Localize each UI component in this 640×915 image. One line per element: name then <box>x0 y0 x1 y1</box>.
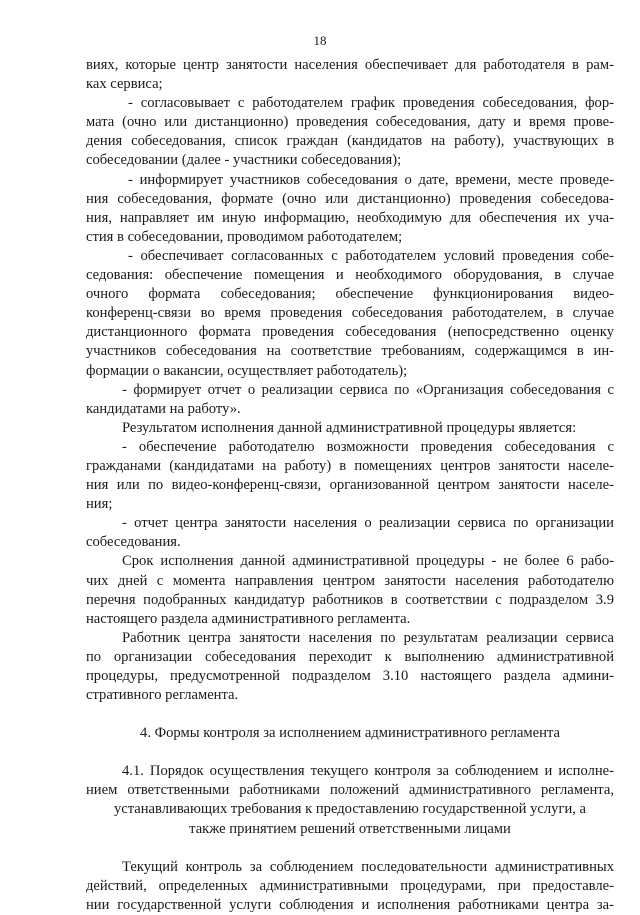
text-line: перечня подобранных кандидатур работников в соответствии с подразделом 3.9 <box>86 591 614 608</box>
text-line: 4.1. Порядок осуществления текущего контроля за соблюдением и исполне- <box>122 763 614 780</box>
text-line: настоящего раздела административного регламента. <box>86 610 411 627</box>
text-line: конференц-связи во время проведения собеседования работодателем, в случае <box>86 305 614 322</box>
text-line: - согласовывает с работодателем график проведения собеседования, фор- <box>128 95 614 112</box>
text-line: чих дней с момента направления центром занятости населения работодателю <box>86 572 614 589</box>
text-line: Работник центра занятости населения по результатам реализации сервиса <box>122 629 614 646</box>
text-line: - обеспечение работодателю возможности проведения собеседования с <box>122 438 614 455</box>
text-line: ках сервиса; <box>86 76 163 93</box>
spacer <box>86 839 614 858</box>
text-line: Срок исполнения данной административной процедуры - не более 6 рабо- <box>122 553 614 570</box>
document-body <box>86 56 614 915</box>
text-line: гражданами (кандидатами на работу) в помещениях центров занятости населе- <box>86 457 614 474</box>
text-line: участников собеседования на соответствие требованиям, содержащимся в ин- <box>86 343 614 360</box>
text-line: нии государственной услуги соблюдения и исполнения работниками центра за- <box>86 896 614 913</box>
text-line: также принятием решений ответственными лицами <box>189 820 511 837</box>
text-line: Результатом исполнения данной административной процедуры является: <box>122 419 577 436</box>
text-line: ния или по видео-конференц-связи, организованной центром занятости населе- <box>86 477 614 494</box>
text-line: ния; <box>86 496 113 513</box>
text-line: дистанционного формата проведения собеседования (непосредственно оценку <box>86 324 614 341</box>
text-line: Текущий контроль за соблюдением последовательности административных <box>122 858 614 875</box>
text-line: процедуры, предусмотренной подразделом 3.10 настоящего раздела админи- <box>86 668 614 684</box>
text-line: 4. Формы контроля за исполнением административного регламента <box>140 725 560 742</box>
text-line: собеседования. <box>86 534 181 551</box>
text-line: седования: обеспечение помещения и необходимого оборудования, в случае <box>86 267 614 284</box>
text-line: - отчет центра занятости населения о реализации сервиса по организации <box>122 515 614 532</box>
text-line: - обеспечивает согласованных с работодателем условий проведения собе- <box>128 247 614 264</box>
text-line: стративного регламента. <box>86 687 239 704</box>
text-line: кандидатами на работу». <box>86 400 241 417</box>
text-line: - формирует отчет о реализации сервиса по «Организация собеседования с <box>122 381 614 398</box>
spacer <box>86 705 614 724</box>
text-line: формации о вакансии, осуществляет работодатель); <box>86 362 408 379</box>
text-line: дения собеседования, список граждан (кандидатов на работу), участвующих в <box>86 133 614 150</box>
text-line: мата (очно или дистанционно) проведения собеседования, дату и время прове- <box>86 114 614 131</box>
text-line: устанавливающих требования к предоставлению государственной услуги, а <box>113 801 587 818</box>
text-line: по организации собеседования переходит к выполнению административной <box>86 648 614 665</box>
text-line: очного формата собеседования; обеспечение функционирования видео- <box>86 286 614 303</box>
text-line: нием ответственными работниками положений административного регламента, <box>86 782 614 799</box>
text-line: - информирует участников собеседования о дате, времени, месте проведе- <box>128 171 614 188</box>
text-line: стия в собеседовании, проводимом работодателем; <box>86 228 403 245</box>
page-number: 18 <box>313 33 327 48</box>
spacer <box>86 743 614 762</box>
text-line: виях, которые центр занятости населения обеспечивает для работодателя в рам- <box>86 57 614 73</box>
text-line: собеседовании (далее - участники собеседования); <box>86 152 402 169</box>
text-line: ния, направляет им иную информацию, необходимую для обеспечения их уча- <box>86 209 614 226</box>
text-line: действий, определенных административными процедурами, при предоставле- <box>86 877 614 894</box>
text-line: ния собеседования, формате (очно или дистанционно) проведения собеседова- <box>86 190 614 207</box>
